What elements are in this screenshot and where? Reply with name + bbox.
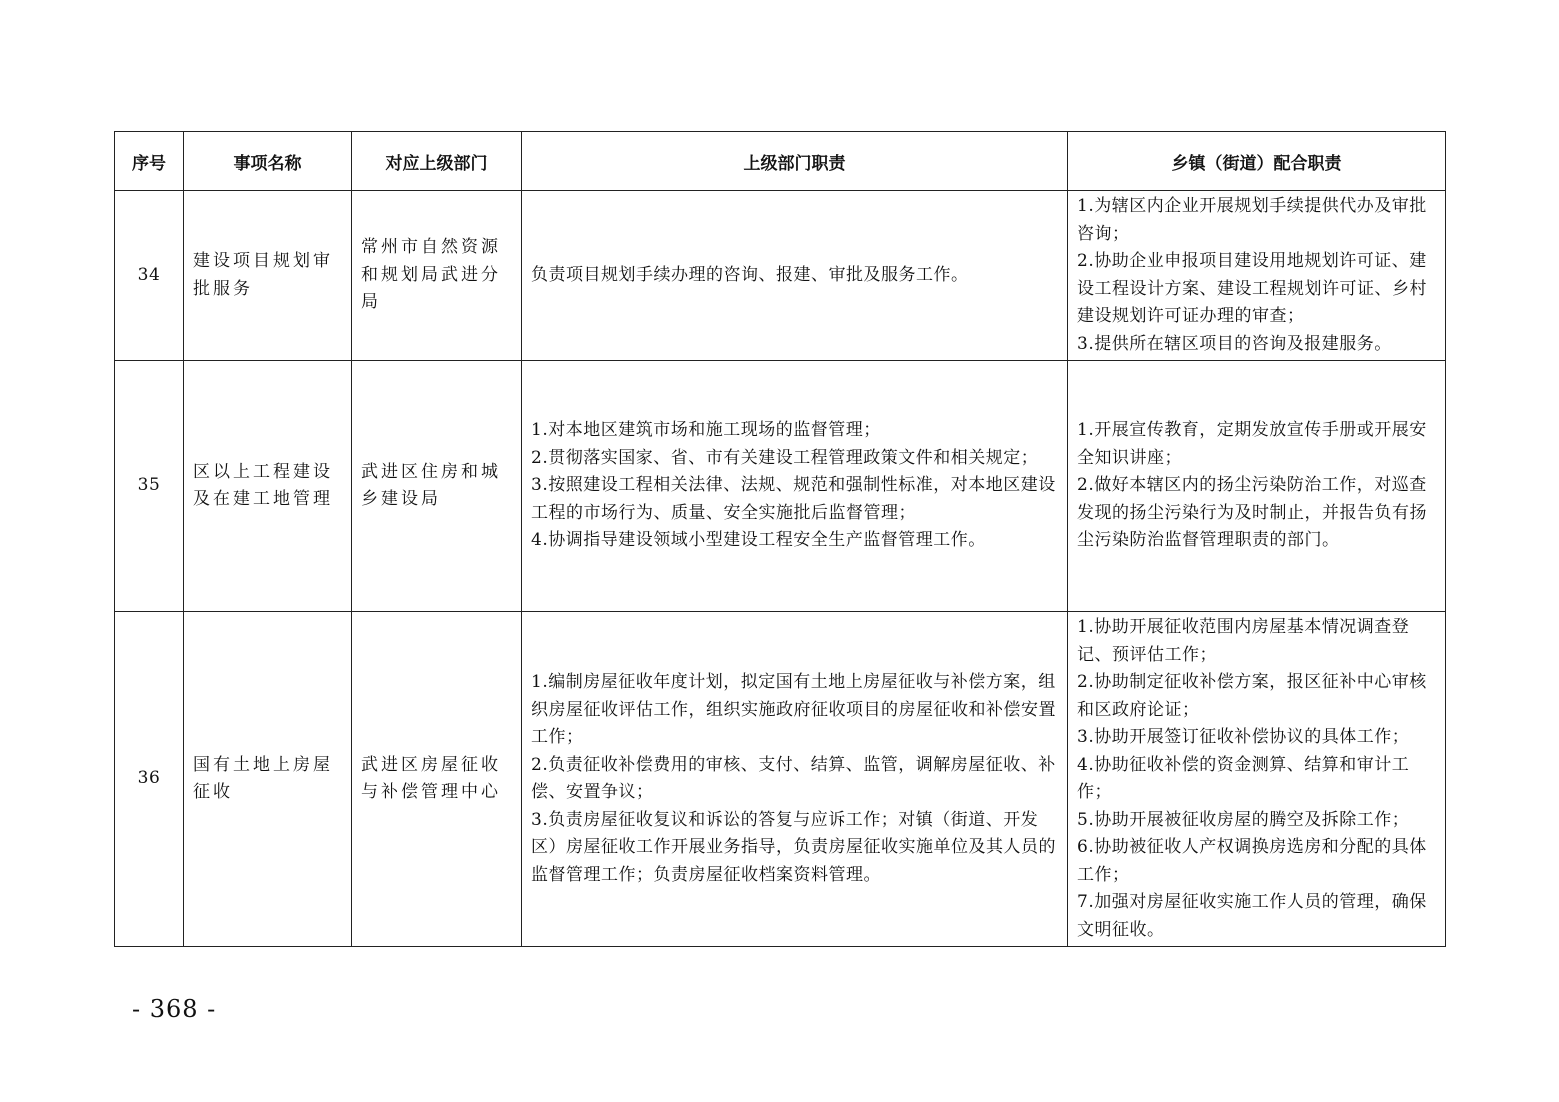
duty-line: 7.加强对房屋征收实施工作人员的管理，确保文明征收。: [1077, 892, 1427, 940]
page-number: - 368 -: [132, 995, 217, 1023]
upper-department: 武进区房屋征收与补偿管理中心: [352, 612, 522, 947]
duty-line: 4.协助征收补偿的资金测算、结算和审计工作；: [1077, 754, 1410, 802]
duty-line: 1.为辖区内企业开展规划手续提供代办及审批咨询；: [1077, 196, 1427, 244]
header-upper-dept: 对应上级部门: [352, 132, 522, 191]
row-number: 35: [115, 361, 184, 612]
duty-line: 2.协助企业申报项目建设用地规划许可证、建设工程设计方案、建设工程规划许可证、乡村建设规划许可证办理的审查；: [1077, 251, 1427, 326]
header-upper-duties: 上级部门职责: [522, 132, 1068, 191]
duty-line: 2.负责征收补偿费用的审核、支付、结算、监管，调解房屋征收、补偿、安置争议；: [531, 754, 1056, 802]
header-item-name: 事项名称: [184, 132, 352, 191]
duty-line: 1.协助开展征收范围内房屋基本情况调查登记、预评估工作；: [1077, 617, 1410, 665]
row-number: 34: [115, 191, 184, 361]
item-name: 国有土地上房屋征收: [184, 612, 352, 947]
duty-line: 1.编制房屋征收年度计划，拟定国有土地上房屋征收与补偿方案，组织房屋征收评估工作，组织实施政府征收项目的房屋征收和补偿安置工作；: [531, 672, 1056, 747]
duty-line: 3.负责房屋征收复议和诉讼的答复与应诉工作；对镇（街道、开发区）房屋征收工作开展业务指导，负责房屋征收实施单位及其人员的监督管理工作；负责房屋征收档案资料管理。: [531, 809, 1056, 885]
town-duties: [1068, 361, 1446, 612]
duty-line: 1.开展宣传教育，定期发放宣传手册或开展安全知识讲座；: [1077, 420, 1427, 468]
duty-line: 2.做好本辖区内的扬尘污染防治工作，对巡查发现的扬尘污染行为及时制止，并报告负有扬尘污染防治监督管理职责的部门。: [1077, 475, 1427, 551]
upper-duties: [522, 361, 1068, 612]
table-row: [115, 612, 1446, 947]
duty-line: 6.协助被征收人产权调换房选房和分配的具体工作；: [1077, 837, 1427, 885]
header-no: 序号: [115, 132, 184, 191]
duty-line: 3.提供所在辖区项目的咨询及报建服务。: [1077, 333, 1392, 354]
table-header-row: [115, 132, 1446, 191]
town-duties: [1068, 191, 1446, 361]
town-duties: [1068, 612, 1446, 947]
upper-department: 武进区住房和城乡建设局: [352, 361, 522, 612]
duty-line: 负责项目规划手续办理的咨询、报建、审批及服务工作。: [531, 264, 969, 285]
table-row: [115, 191, 1446, 361]
duty-line: 1.对本地区建筑市场和施工现场的监督管理；: [531, 420, 881, 441]
duty-line: 5.协助开展被征收房屋的腾空及拆除工作；: [1077, 809, 1410, 830]
row-number: 36: [115, 612, 184, 947]
item-name: 建设项目规划审批服务: [184, 191, 352, 361]
duties-table: [114, 131, 1446, 947]
upper-duties: [522, 191, 1068, 361]
header-town-duties: 乡镇（街道）配合职责: [1068, 132, 1446, 191]
upper-duties: [522, 612, 1068, 947]
item-name: 区以上工程建设及在建工地管理: [184, 361, 352, 612]
duty-line: 2.协助制定征收补偿方案，报区征补中心审核和区政府论证；: [1077, 672, 1427, 720]
upper-department: 常州市自然资源和规划局武进分局: [352, 191, 522, 361]
duty-line: 4.协调指导建设领域小型建设工程安全生产监督管理工作。: [531, 530, 986, 551]
duty-line: 3.协助开展签订征收补偿协议的具体工作；: [1077, 727, 1410, 747]
duty-line: 3.按照建设工程相关法律、法规、规范和强制性标准，对本地区建设工程的市场行为、质量、安全实施批后监督管理；: [531, 475, 1056, 523]
table-row: [115, 361, 1446, 612]
duty-line: 2.贯彻落实国家、省、市有关建设工程管理政策文件和相关规定；: [531, 447, 1039, 468]
